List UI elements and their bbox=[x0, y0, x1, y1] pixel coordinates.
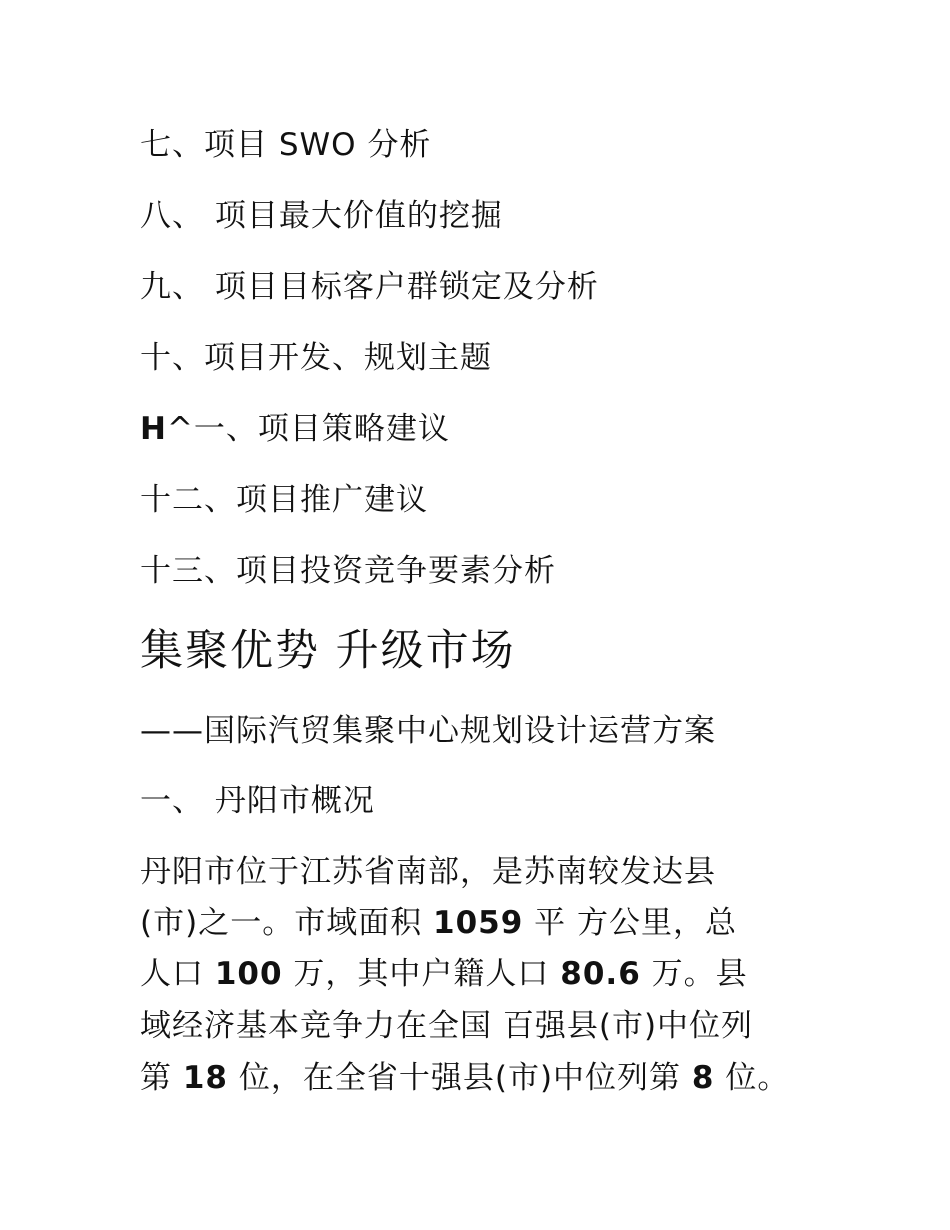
provincial-rank-value: 8 bbox=[691, 1060, 715, 1096]
toc-item-11-prefix: H bbox=[140, 411, 167, 447]
paragraph-line-2 bbox=[140, 903, 737, 943]
paragraph-line-1: 丹阳市位于江苏省南部，是苏南较发达县 bbox=[140, 854, 716, 890]
paragraph-line-4: 域经济基本竞争力在全国 百强县(市)中位列 bbox=[140, 1008, 754, 1044]
paragraph-text: 万。县 bbox=[640, 956, 748, 992]
paragraph-text: 第 bbox=[140, 1060, 183, 1096]
toc-item-8: 八、 项目最大价值的挖掘 bbox=[140, 198, 503, 234]
population-value: 100 bbox=[214, 956, 283, 992]
national-rank-value: 18 bbox=[182, 1060, 228, 1096]
paragraph-line-5 bbox=[140, 1058, 789, 1098]
paragraph-text: (市)之一。市域面积 bbox=[140, 905, 434, 941]
paragraph-text: 人口 bbox=[140, 956, 215, 992]
paragraph-text: 万，其中户籍人口 bbox=[282, 956, 561, 992]
paragraph-text: 位。 bbox=[714, 1060, 790, 1096]
page-title: 集聚优势 升级市场 bbox=[140, 626, 516, 676]
toc-item-12: 十二、项目推广建议 bbox=[140, 482, 428, 518]
toc-item-13: 十三、项目投资竞争要素分析 bbox=[140, 553, 556, 589]
toc-item-11 bbox=[140, 409, 450, 449]
paragraph-line-3 bbox=[140, 954, 748, 994]
paragraph-text: 平 方公里，总 bbox=[523, 905, 738, 941]
paragraph-text: 位，在全省十强县(市)中位列第 bbox=[228, 1060, 692, 1096]
toc-item-11-text: ^一、项目策略建议 bbox=[166, 411, 450, 447]
section-heading: 一、 丹阳市概况 bbox=[140, 783, 375, 819]
toc-item-10: 十、项目开发、规划主题 bbox=[140, 340, 492, 376]
area-value: 1059 bbox=[433, 905, 524, 941]
page-subtitle: ——国际汽贸集聚中心规划设计运营方案 bbox=[140, 713, 716, 749]
toc-item-7: 七、项目 SWO 分析 bbox=[140, 127, 432, 163]
toc-item-9: 九、 项目目标客户群锁定及分析 bbox=[140, 269, 599, 305]
registered-population-value: 80.6 bbox=[560, 956, 641, 992]
